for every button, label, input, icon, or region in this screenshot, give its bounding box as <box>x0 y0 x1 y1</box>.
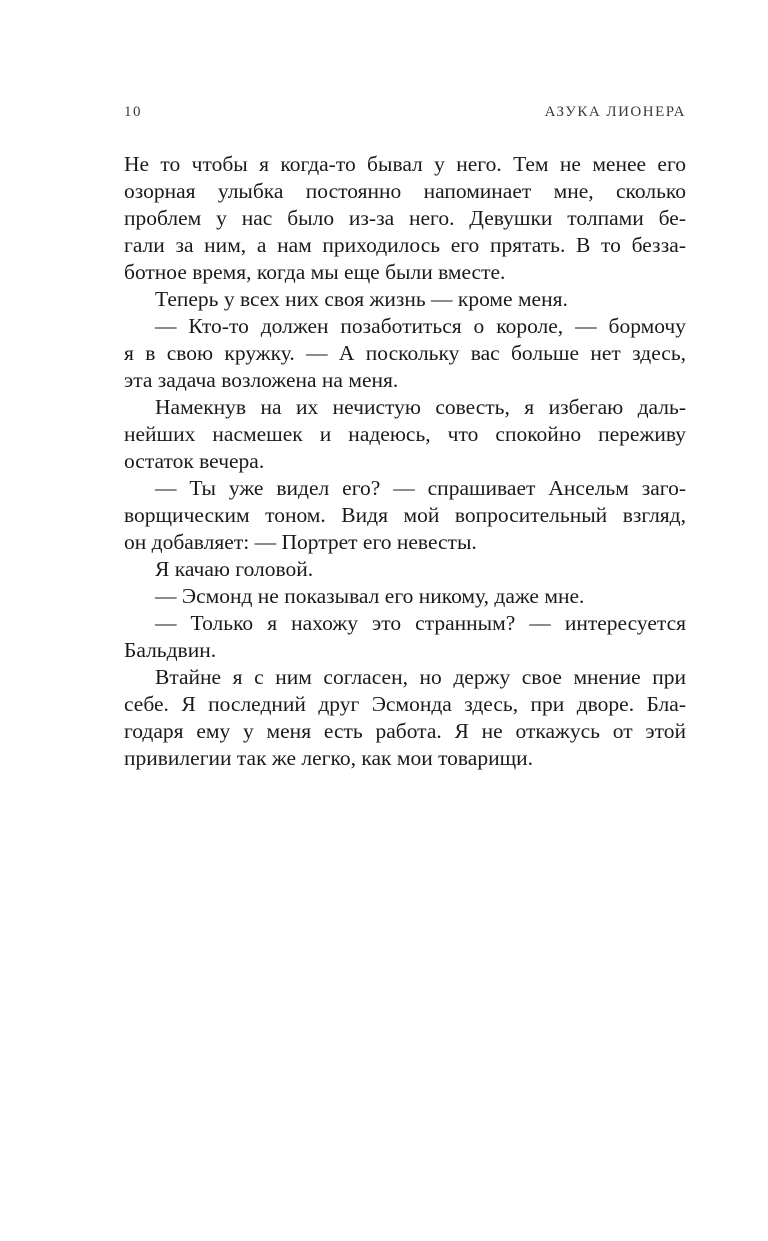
text-line: себе. Я последний друг Эсмонда здесь, при дворе. Бла- <box>124 692 686 716</box>
paragraph <box>124 583 686 610</box>
paragraph <box>124 610 686 664</box>
text-line: нейших насмешек и надеюсь, что спокойно переживу <box>124 422 686 446</box>
text-line: — Только я нахожу это странным? — интересуется <box>155 611 686 635</box>
text-line: — Ты уже видел его? — спрашивает Ансельм заго- <box>155 476 686 500</box>
text-line: Втайне я с ним согласен, но держу свое мнение при <box>155 665 686 689</box>
text-body <box>124 151 686 772</box>
text-line: привилегии так же легко, как мои товарищи. <box>124 746 534 770</box>
text-line: озорная улыбка постоянно напоминает мне, сколько <box>124 179 686 203</box>
text-line: Теперь у всех них своя жизнь — кроме меня. <box>155 287 568 311</box>
running-head <box>124 104 686 124</box>
paragraph <box>124 286 686 313</box>
paragraph <box>124 151 686 286</box>
page-number: 10 <box>124 104 142 120</box>
text-line: он добавляет: — Портрет его невесты. <box>124 530 477 554</box>
text-line: ворщическим тоном. Видя мой вопросительный взгляд, <box>124 503 686 527</box>
text-line: гали за ним, а нам приходилось его прятать. В то безза- <box>124 233 686 257</box>
text-line: Я качаю головой. <box>155 557 314 581</box>
text-line: остаток вечера. <box>124 449 265 473</box>
text-line: годаря ему у меня есть работа. Я не откажусь от этой <box>124 719 686 743</box>
paragraph <box>124 313 686 394</box>
text-line: — Кто-то должен позаботиться о короле, — бормочу <box>155 314 686 338</box>
running-head-author: АЗУКА ЛИОНЕРА <box>544 104 686 120</box>
text-line: проблем у нас было из-за него. Девушки толпами бе- <box>124 206 686 230</box>
text-line: я в свою кружку. — А поскольку вас больше нет здесь, <box>124 341 686 365</box>
text-line: Бальдвин. <box>124 638 217 662</box>
text-line: — Эсмонд не показывал его никому, даже мне. <box>155 584 585 608</box>
text-line: Намекнув на их нечистую совесть, я избегаю даль- <box>155 395 686 419</box>
text-line: ботное время, когда мы еще были вместе. <box>124 260 506 284</box>
text-line: Не то чтобы я когда-то бывал у него. Тем не менее его <box>124 152 686 176</box>
paragraph <box>124 475 686 556</box>
paragraph <box>124 664 686 772</box>
text-line: эта задача возложена на меня. <box>124 368 399 392</box>
paragraph <box>124 394 686 475</box>
paragraph <box>124 556 686 583</box>
